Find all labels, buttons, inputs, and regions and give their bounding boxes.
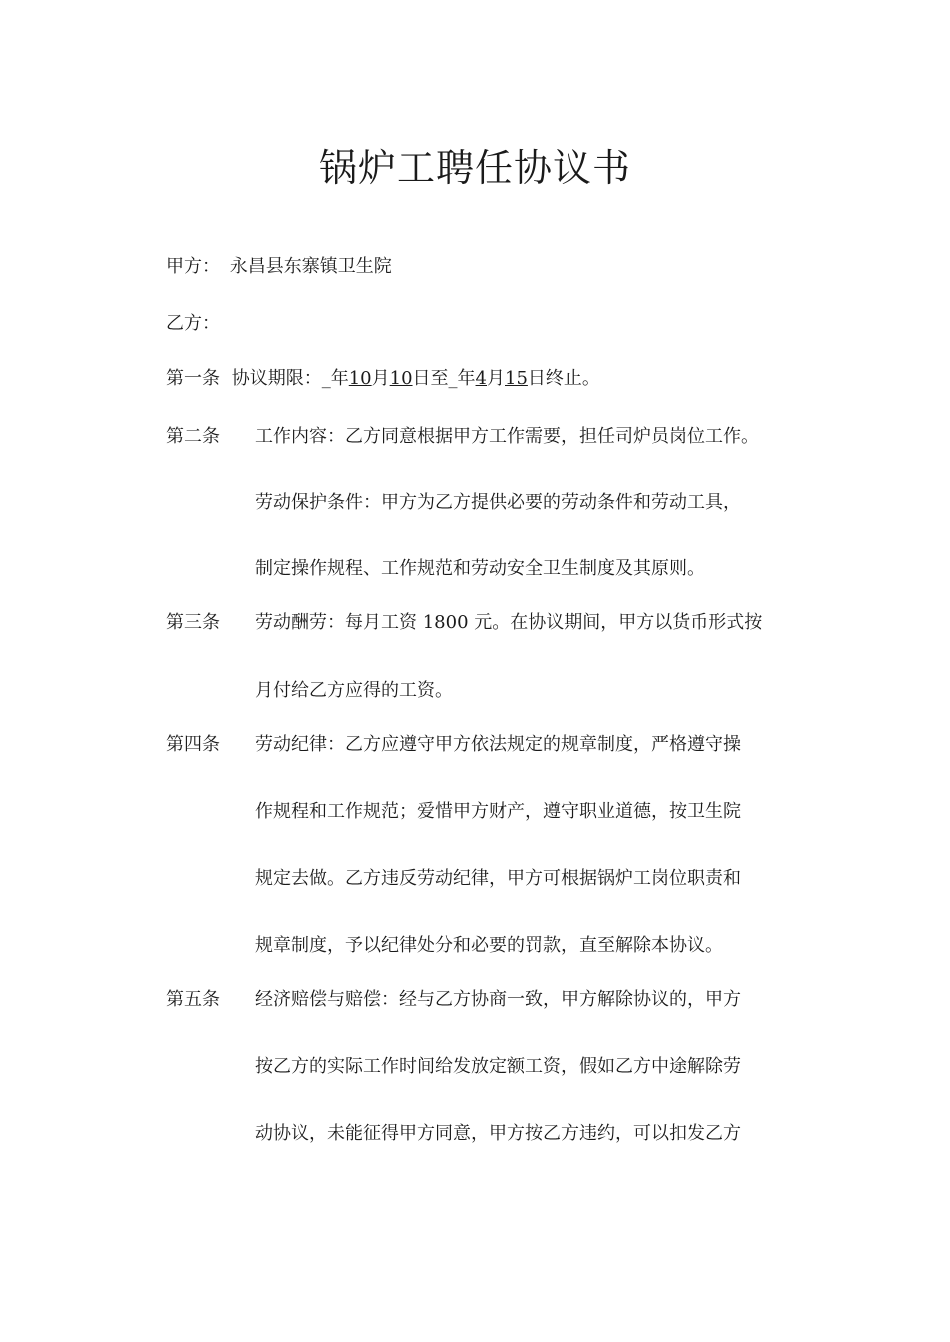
article-4-line-2: 作规程和工作规范；爱惜甲方财产，遵守职业道德，按卫生院: [255, 801, 741, 822]
article-1: [166, 367, 600, 391]
end-day: 15: [505, 368, 528, 389]
month-text: 月: [371, 368, 390, 389]
start-month: 10: [348, 368, 372, 389]
end-month: 4: [475, 368, 487, 389]
article-1-lead: 协议期限：_年: [231, 368, 349, 389]
month-text-2: 月: [487, 368, 505, 389]
article-4-label: 第四条: [166, 734, 220, 755]
day-to-text: 日至_年: [412, 368, 476, 389]
article-4-line-3: 规定去做。乙方违反劳动纪律，甲方可根据锅炉工岗位职责和: [255, 868, 741, 889]
article-1-label: 第一条: [166, 368, 220, 389]
article-2-line-2: 劳动保护条件：甲方为乙方提供必要的劳动条件和劳动工具，: [255, 492, 741, 513]
party-a-name: 永昌县东寨镇卫生院: [229, 256, 392, 277]
article-2-line-1: 工作内容：乙方同意根据甲方工作需要，担任司炉员岗位工作。: [255, 426, 759, 447]
article-4-line-4: 规章制度，予以纪律处分和必要的罚款，直至解除本协议。: [255, 935, 723, 956]
party-b-line: [166, 312, 220, 336]
start-day: 10: [389, 368, 413, 389]
article-5-line-1: 经济赔偿与赔偿：经与乙方协商一致，甲方解除协议的，甲方: [255, 989, 741, 1010]
end-text: 日终止。: [527, 368, 600, 389]
article-2-label: 第二条: [166, 426, 220, 447]
article-3-label: 第三条: [166, 612, 220, 633]
article-5-label: 第五条: [166, 989, 220, 1010]
party-b-label: 乙方：: [166, 313, 220, 334]
article-3-line-1: 劳动酬劳：每月工资 1800 元。在协议期间，甲方以货币形式按: [255, 612, 763, 633]
article-2-line-3: 制定操作规程、工作规范和劳动安全卫生制度及其原则。: [255, 558, 705, 579]
party-a-line: [166, 255, 392, 279]
article-4-line-1: 劳动纪律：乙方应遵守甲方依法规定的规章制度，严格遵守操: [255, 734, 741, 755]
article-5-line-2: 按乙方的实际工作时间给发放定额工资，假如乙方中途解除劳: [255, 1056, 741, 1077]
article-3-line-2: 月付给乙方应得的工资。: [255, 680, 453, 701]
document-title: 锅炉工聘任协议书: [318, 146, 631, 190]
article-5-line-3: 动协议，未能征得甲方同意，甲方按乙方违约，可以扣发乙方: [255, 1123, 741, 1144]
party-a-label: 甲方：: [166, 256, 220, 277]
